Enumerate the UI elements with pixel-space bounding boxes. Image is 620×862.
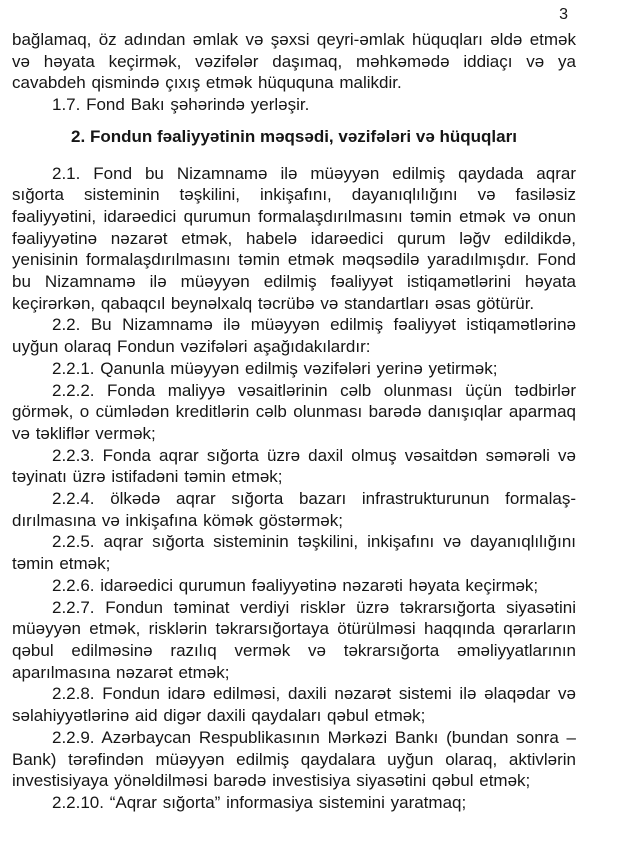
clause-2-2-3: 2.2.3. Fonda aqrar sığorta üzrə daxil olmuş vəsaitdən səmərəli və təyinatı üzrə istifadəni təmin etmək; [12, 445, 576, 487]
clause-2-1: 2.1. Fond bu Nizamnamə ilə müəyyən edilmiş qaydada aqrar sığorta sisteminin təşkilini, inkişafını, dayanıqlılığını və fasiləsiz fəaliyyətini, idarəedici qurumun formalaşdırılmasını təmin etmək və onun fəaliyyətinə nəzarət etmək, habelə idarəedici qurum ləğv edildikdə, yenisinin formalaşdırılmasını təmin etmək məqsədilə yaradılmışdır. Fond bu Nizamnamə ilə müəyyən edilmiş fəaliyyət istiqamətlərini həyata keçirərkən, qabaqcıl beynəlxalq təcrübə və standartları əsas götürür. [12, 163, 576, 313]
clause-1-7: 1.7. Fond Bakı şəhərində yerləşir. [52, 95, 310, 115]
clause-2-2-6: 2.2.6. idarəedici qurumun fəaliyyətinə nəzarəti həyata keçirmək; [52, 575, 539, 595]
clause-2-2-5: 2.2.5. aqrar sığorta sisteminin təşkilini, inkişafını və dayanıqlılığını təmin etmək; [12, 532, 576, 574]
clause-2-2-7: 2.2.7. Fondun təminat verdiyi risklər üzrə təkrarsığorta siyasətini müəyyən etmək, risklərin təkrarsığortaya ötürülməsi haqqında qərarların qəbul edilməsinə razılıq vermək və təkrarsığorta əməliyyatlarının aparılmasına nəzarət etmək; [12, 597, 576, 682]
clause-2-2-9: 2.2.9. Azərbaycan Respublikasının Mərkəzi Bankı (bundan sonra – Bank) tərəfindən müəyyən edilmiş qaydalara uyğun olaraq, aktivlərin investisiyaya yönəldilməsi barədə investisiya siyasətini qəbul etmək; [12, 727, 576, 791]
clause-2-2-10: 2.2.10. “Aqrar sığorta” informasiya sistemini yaratmaq; [52, 792, 467, 812]
page-number: 3 [559, 6, 568, 23]
clause-2-2: 2.2. Bu Nizamnamə ilə müəyyən edilmiş fəaliyyət istiqamətlərinə uyğun olaraq Fondun vəzifələri aşağıdakılardır: [12, 315, 576, 357]
paragraph-continuation: bağlamaq, öz adından əmlak və şəxsi qeyri-əmlak hüquqları əldə etmək və həyata keçirmək, vəzifələr daşımaq, məhkəmədə iddiaçı və ya cavabdeh qismində çıxış etmək hüququna malikdir. [12, 30, 576, 93]
section-2-heading: 2. Fondun fəaliyyətinin məqsədi, vəzifələri və hüquqları [71, 126, 517, 146]
clause-2-2-4: 2.2.4. ölkədə aqrar sığorta bazarı infrastrukturunun formalaşdırılmasına və inkişafına kömək göstərmək; [12, 489, 576, 530]
clause-2-2-8: 2.2.8. Fondun idarə edilməsi, daxili nəzarət sistemi ilə əlaqədar və səlahiyyətlərinə aid digər daxili qaydaları qəbul etmək; [12, 684, 576, 726]
clause-2-2-2: 2.2.2. Fonda maliyyə vəsaitlərinin cəlb olunması üçün tədbirlər görmək, o cümlədən kreditlərin cəlb olunması barədə danışıqlar aparmaq və təkliflər vermək; [12, 380, 576, 443]
clause-2-2-1: 2.2.1. Qanunla müəyyən edilmiş vəzifələri yerinə yetirmək; [52, 358, 498, 378]
